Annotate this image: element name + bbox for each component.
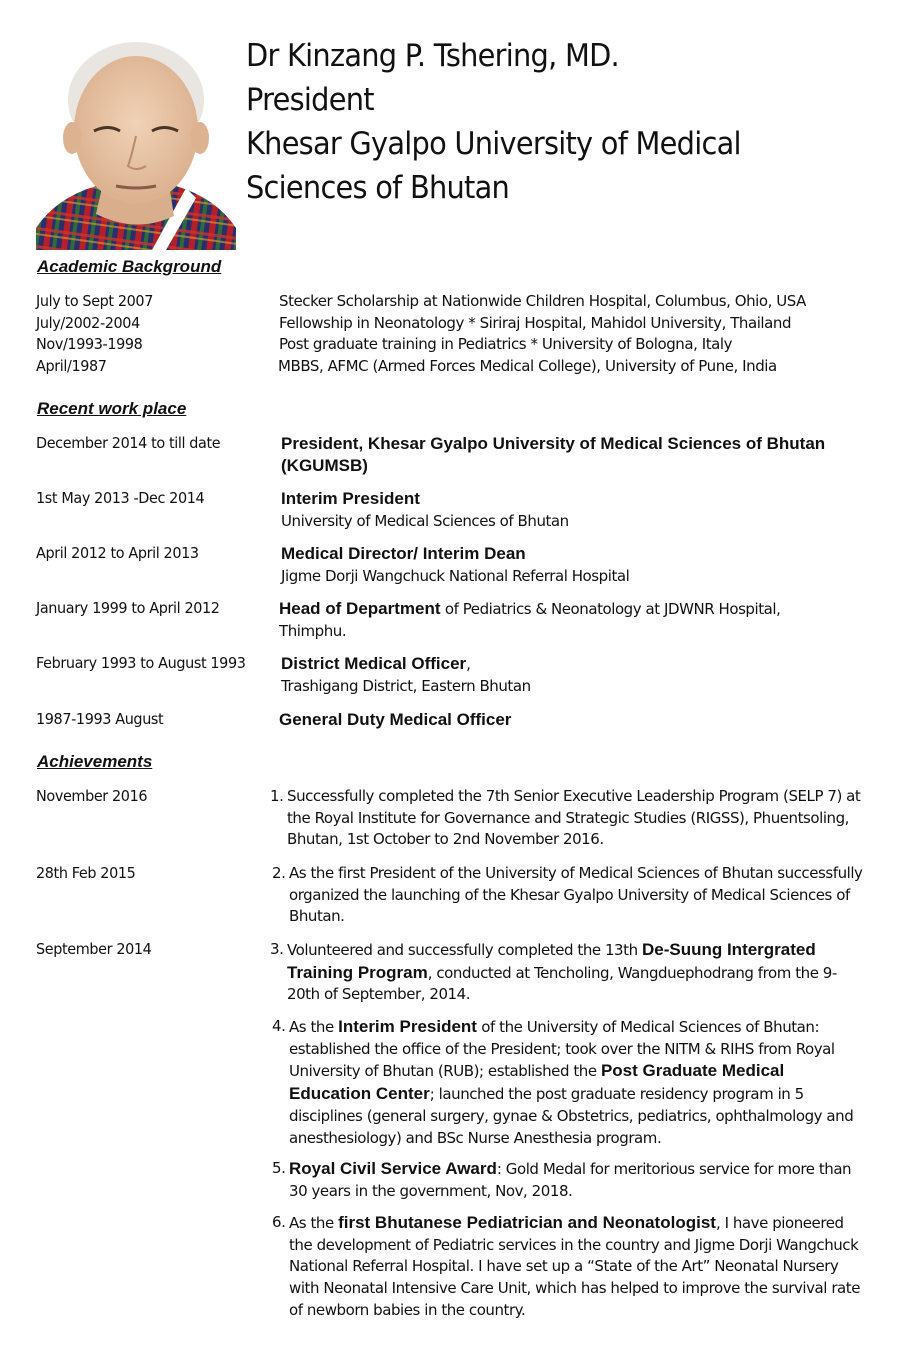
work-date: April 2012 to April 2013 <box>36 544 199 562</box>
work-entry <box>279 709 869 731</box>
achievement-text <box>289 1016 867 1149</box>
achievement-segment: , conducted at Tencholing, Wangduephodrang from the 9-20th of September, 2014. <box>287 963 837 1004</box>
portrait-photo <box>36 38 236 250</box>
academic-desc: MBBS, AFMC (Armed Forces Medical College), University of Pune, India <box>278 357 777 375</box>
achievement-item <box>272 1158 867 1202</box>
academic-desc: Post graduate training in Pediatrics * University of Bologna, Italy <box>279 335 733 353</box>
achievement-segment: As the first President of the University of Medical Sciences of Bhutan successfully organized the launching of the Khesar Gyalpo University of Medical Sciences of Bhutan. <box>289 864 863 926</box>
work-date: December 2014 to till date <box>36 434 221 452</box>
work-title: Head of Department <box>279 599 441 618</box>
work-entry <box>281 653 871 697</box>
work-entry <box>281 433 871 477</box>
achievement-date: 28th Feb 2015 <box>36 864 136 882</box>
work-entry <box>281 488 871 532</box>
achievement-date: November 2016 <box>36 787 148 805</box>
achievement-item <box>270 786 865 851</box>
person-name: Dr Kinzang P. Tshering, MD. <box>246 38 619 74</box>
work-title: Medical Director/ Interim Dean <box>281 544 526 563</box>
achievement-item <box>272 863 867 928</box>
achievement-segment: of the University of Medical Sciences of Bhutan: established the office of the President; took over the NITM & RIHS from Royal University of Bhutan (RUB); established the <box>289 1018 835 1081</box>
achievement-segment: ; launched the post graduate residency program in 5 disciplines (general surgery, gynae & Obstetrics, pediatrics, ophthalmology and anesthesiology) and BSc Nurse Anesthesia program. <box>289 1085 854 1147</box>
achievement-segment: Successfully completed the 7th Senior Executive Leadership Program (SELP 7) at the Royal Institute for Governance and Strategic Studies (RIGSS), Phuentsoling, Bhutan, 1st October to 2nd November 2016. <box>287 787 861 849</box>
achievement-number: 1. <box>270 787 284 805</box>
work-subtitle: Jigme Dorji Wangchuck National Referral Hospital <box>281 567 630 585</box>
work-section-title: Recent work place <box>37 399 187 418</box>
achievement-segment: Volunteered and successfully completed the 13th <box>287 941 642 959</box>
achievement-item <box>270 939 865 1006</box>
academic-date: Nov/1993-1998 <box>36 335 143 353</box>
achievement-highlight: Interim President <box>338 1017 477 1036</box>
achievement-text <box>289 1212 867 1322</box>
work-entry <box>279 598 819 642</box>
work-subtitle: University of Medical Sciences of Bhutan <box>281 512 569 530</box>
achievement-number: 4. <box>272 1017 286 1035</box>
institution-line-2: Sciences of Bhutan <box>246 170 510 206</box>
work-entry <box>281 543 871 587</box>
portrait-illustration <box>36 38 236 250</box>
achievement-text <box>289 863 867 928</box>
achievement-date: September 2014 <box>36 940 152 958</box>
work-title: President, Khesar Gyalpo University of Medical Sciences of Bhutan (KGUMSB) <box>281 434 826 475</box>
achievement-number: 2. <box>272 864 286 882</box>
achievement-item <box>272 1016 867 1149</box>
achievement-highlight: Post Graduate Medical Education Center <box>289 1061 785 1104</box>
achievement-number: 5. <box>272 1159 286 1177</box>
academic-date: July/2002-2004 <box>36 314 140 332</box>
academic-desc: Fellowship in Neonatology * Siriraj Hospital, Mahidol University, Thailand <box>279 314 792 332</box>
achievement-item <box>272 1212 867 1322</box>
achievement-highlight: first Bhutanese Pediatrician and Neonatologist <box>338 1213 716 1232</box>
work-date: 1st May 2013 -Dec 2014 <box>36 489 205 507</box>
achievement-text <box>287 939 865 1006</box>
person-position: President <box>246 82 374 118</box>
achievements-section-title: Achievements <box>37 752 153 771</box>
achievement-number: 3. <box>270 940 284 958</box>
academic-section-title: Academic Background <box>37 257 222 276</box>
academic-date: April/1987 <box>36 357 107 375</box>
work-title: District Medical Officer <box>281 654 467 673</box>
achievement-segment: : Gold Medal for meritorious service for more than 30 years in the government, Nov, 2018. <box>289 1160 852 1200</box>
work-date: 1987-1993 August <box>36 710 164 728</box>
work-punct: , <box>466 655 471 673</box>
work-title: General Duty Medical Officer <box>279 710 512 729</box>
work-description: of Pediatrics & Neonatology at JDWNR Hospital, Thimphu. <box>279 600 781 640</box>
work-date: January 1999 to April 2012 <box>36 599 220 617</box>
work-subtitle: Trashigang District, Eastern Bhutan <box>281 677 531 695</box>
academic-date: July to Sept 2007 <box>36 292 153 310</box>
work-date: February 1993 to August 1993 <box>36 654 246 672</box>
academic-desc: Stecker Scholarship at Nationwide Children Hospital, Columbus, Ohio, USA <box>279 292 806 310</box>
achievement-text <box>289 1158 867 1202</box>
header <box>246 34 741 210</box>
work-title: Interim President <box>281 489 420 508</box>
achievement-number: 6. <box>272 1213 286 1231</box>
achievement-segment: , I have pioneered the development of Pediatric services in the country and Jigme Dorji Wangchuck National Referral Hospital. I have set up a “State of the Art” Neonatal Nursery with Neonatal Intensive Care Unit, which has helped to improve the survival rate of newborn babies in the country. <box>289 1214 860 1319</box>
achievement-highlight: Royal Civil Service Award <box>289 1159 497 1178</box>
achievement-text <box>287 786 865 851</box>
achievement-segment: As the <box>289 1214 339 1232</box>
achievement-highlight: De-Suung Intergrated Training Program <box>287 940 816 982</box>
achievement-segment: As the <box>289 1018 339 1036</box>
institution-line-1: Khesar Gyalpo University of Medical <box>246 126 741 162</box>
